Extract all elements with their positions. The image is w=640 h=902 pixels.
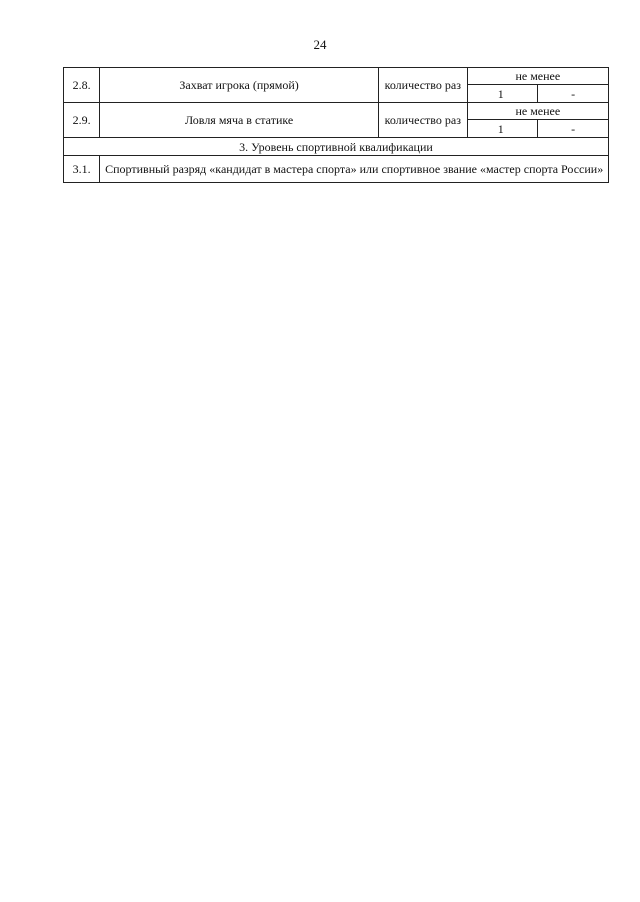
standards-table <box>63 67 609 183</box>
unit-of-measure: количество раз <box>378 103 467 138</box>
table-row <box>64 68 609 85</box>
qualification-text: Спортивный разряд «кандидат в мастера спорта» или спортивное звание «мастер спорта России» <box>100 156 609 183</box>
table-row <box>64 103 609 120</box>
norm-value: 1 <box>467 85 538 103</box>
row-number: 2.9. <box>64 103 100 138</box>
table-row <box>64 156 609 183</box>
norm-value: - <box>538 120 609 138</box>
page-number: 24 <box>313 37 327 52</box>
row-number: 2.8. <box>64 68 100 103</box>
norm-value: - <box>538 85 609 103</box>
row-number: 3.1. <box>64 156 100 183</box>
norm-header: не менее <box>467 68 608 85</box>
section-title: 3. Уровень спортивной квалификации <box>64 138 609 156</box>
table-row <box>64 138 609 156</box>
exercise-name: Захват игрока (прямой) <box>100 68 379 103</box>
norm-value: 1 <box>467 120 538 138</box>
unit-of-measure: количество раз <box>378 68 467 103</box>
norm-header: не менее <box>467 103 608 120</box>
exercise-name: Ловля мяча в статике <box>100 103 379 138</box>
